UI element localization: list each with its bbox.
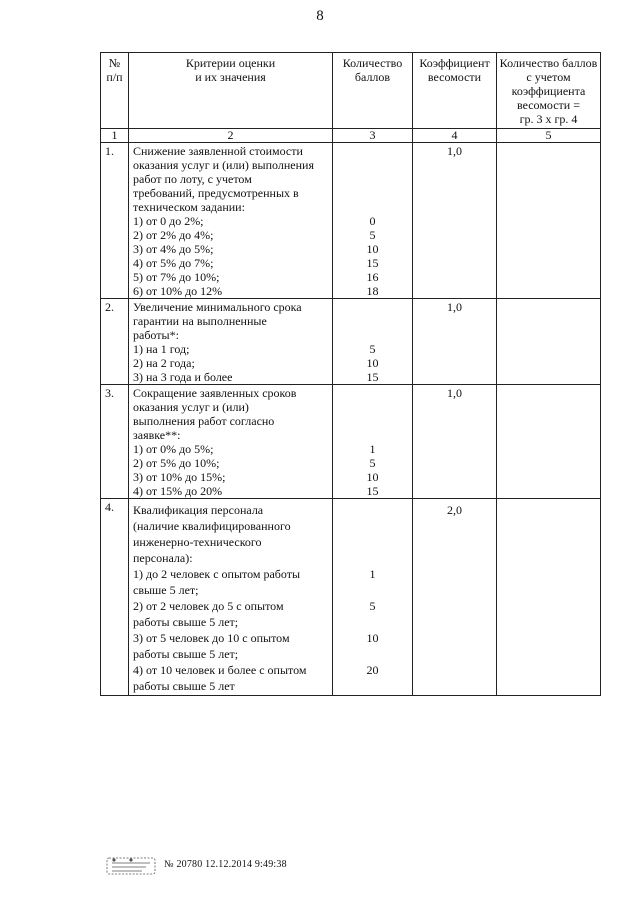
points-cell: 1 5 10 15	[333, 385, 413, 499]
header-points: Количество баллов	[333, 53, 413, 129]
table-row	[101, 385, 601, 499]
points-cell: 0 5 10 15 16 18	[333, 143, 413, 299]
registry-stamp-icon	[104, 856, 158, 878]
document-reference: № 20780 12.12.2014 9:49:38	[164, 859, 287, 870]
row-number: 2.	[101, 299, 129, 385]
row-number: 4.	[101, 499, 129, 696]
col-index: 5	[497, 129, 601, 143]
col-index: 3	[333, 129, 413, 143]
coefficient-cell: 1,0	[413, 299, 497, 385]
criterion-text: Увеличение минимального срока гарантии на выполненные работы*: 1) на 1 год; 2) на 2 года; 3) на 3 года и более	[129, 299, 333, 385]
weighted-points-cell	[497, 299, 601, 385]
weighted-points-cell	[497, 499, 601, 696]
weighted-points-cell	[497, 143, 601, 299]
weighted-points-cell	[497, 385, 601, 499]
criterion-text: Сокращение заявленных сроков оказания услуг и (или) выполнения работ согласно заявке**: 1) от 0% до 5%; 2) от 5% до 10%; 3) от 10% до 15%; 4) от 15% до 20%	[129, 385, 333, 499]
points-cell: 5 10 15	[333, 299, 413, 385]
criterion-text: Квалификация персонала (наличие квалифицированного инженерно-технического персонала): 1) до 2 человек с опытом работы свыше 5 лет; 2) от 2 человек до 5 с опытом работы свыше 5 лет; 3) от 5 человек до 10 с опытом работы свыше 5 лет; 4) от 10 человек и более с опытом работы свыше 5 лет	[129, 499, 333, 696]
table-header-row	[101, 53, 601, 129]
coefficient-cell: 1,0	[413, 385, 497, 499]
criteria-table	[100, 52, 601, 696]
header-num: № п/п	[101, 53, 129, 129]
column-index-row	[101, 129, 601, 143]
coefficient-cell: 2,0	[413, 499, 497, 696]
registration-footer	[104, 856, 334, 878]
table-row	[101, 299, 601, 385]
table-row	[101, 143, 601, 299]
col-index: 4	[413, 129, 497, 143]
col-index: 2	[129, 129, 333, 143]
coefficient-cell: 1,0	[413, 143, 497, 299]
page-number: 8	[316, 8, 324, 24]
row-number: 1.	[101, 143, 129, 299]
col-index: 1	[101, 129, 129, 143]
points-cell: 1 5 10 20	[333, 499, 413, 696]
header-coefficient: Коэффициент весомости	[413, 53, 497, 129]
header-weighted-points: Количество баллов с учетом коэффициента весомости = гр. 3 х гр. 4	[497, 53, 601, 129]
criterion-text: Снижение заявленной стоимости оказания услуг и (или) выполнения работ по лоту, с учетом требований, предусмотренных в техническом задании: 1) от 0 до 2%; 2) от 2% до 4%; 3) от 4% до 5%; 4) от 5% до 7%; 5) от 7% до 10%; 6) от 10% до 12%	[129, 143, 333, 299]
header-criteria: Критерии оценки и их значения	[129, 53, 333, 129]
table-row	[101, 499, 601, 696]
row-number: 3.	[101, 385, 129, 499]
